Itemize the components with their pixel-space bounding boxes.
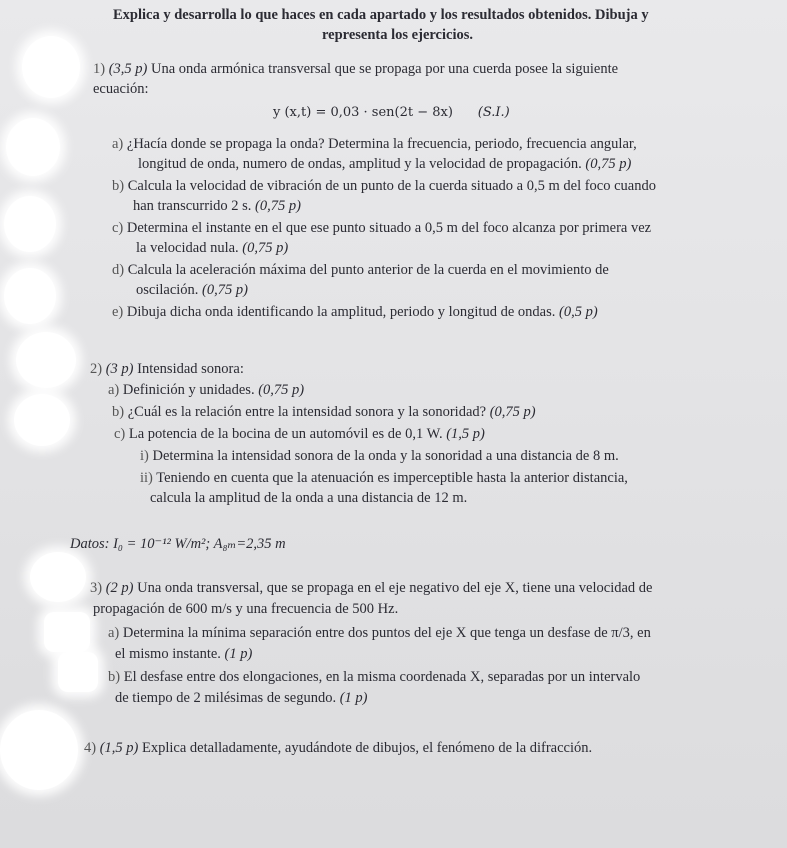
- q1d-text-2: oscilación.: [136, 282, 199, 298]
- q3b-line-1: [108, 668, 640, 686]
- q2cii-text: Teniendo en cuenta que la atenuación es imperceptible hasta la anterior distancia,: [156, 470, 628, 486]
- q1d-line-1: [112, 261, 609, 279]
- redaction-blob: [6, 118, 60, 176]
- q2a-text: Definición y unidades.: [122, 382, 255, 398]
- q2cii-line-2: calcula la amplitud de la onda a una distancia de 12 m.: [150, 490, 468, 506]
- units-label: (S.I.): [477, 105, 510, 120]
- q2a-line: [108, 381, 304, 399]
- q2-title: Intensidad sonora:: [133, 361, 244, 377]
- q1d-text: Calcula la aceleración máxima del punto anterior de la cuerda en el movimiento de: [127, 262, 609, 278]
- q3a-text: Determina la mínima separación entre dos puntos del eje X que tenga un desfase de π/3, en: [122, 625, 651, 641]
- q2-points: (3 p): [105, 361, 134, 377]
- q1b-line-1: [112, 177, 656, 195]
- q1b-text: Calcula la velocidad de vibración de un punto de la cuerda situado a 0,5 m del foco cuando: [127, 178, 656, 194]
- redaction-blob: [4, 268, 56, 324]
- q1c-text: Determina el instante en el que ese punto situado a 0,5 m del foco alcanza por primera vez: [126, 220, 652, 236]
- redaction-blob: [30, 552, 86, 602]
- q3b-text-2: de tiempo de 2 milésimas de segundo.: [115, 690, 337, 706]
- q4-text: Explica detalladamente, ayudándote de dibujos, el fenómeno de la difracción.: [138, 740, 593, 756]
- q1-equation: [273, 104, 510, 122]
- q2c-text: La potencia de la bocina de un automóvil es de 0,1 W.: [128, 426, 443, 442]
- q3b-points: (1 p): [339, 690, 368, 706]
- q1d-line-2: [136, 281, 248, 299]
- q1b-text-2: han transcurrido 2 s.: [133, 198, 252, 214]
- redaction-blob: [16, 332, 76, 388]
- q1a-line-2: [138, 155, 631, 173]
- q1a-points: (0,75 p): [585, 156, 632, 172]
- q1b-points: (0,75 p): [255, 198, 301, 214]
- q2cii-line-1: [140, 469, 628, 487]
- q3-statement-line-2: propagación de 600 m/s y una frecuencia de 500 Hz.: [93, 601, 399, 617]
- redaction-blob: [58, 652, 98, 692]
- q1a-line-1: [112, 135, 637, 153]
- q3-number: 3): [90, 580, 103, 596]
- q1-points: (3,5 p): [108, 61, 148, 77]
- q1a-text: ¿Hacía donde se propaga la onda? Determina la frecuencia, periodo, frecuencia angular,: [126, 136, 637, 152]
- q1-statement-line-2: ecuación:: [93, 81, 149, 97]
- q1d-label: d): [112, 262, 125, 278]
- q2b-line: [112, 403, 536, 421]
- redaction-blob: [14, 394, 70, 446]
- redaction-blob: [0, 710, 78, 790]
- q3-statement: Una onda transversal, que se propaga en el eje negativo del eje X, tiene una velocidad de: [133, 580, 653, 596]
- q3a-line-1: [108, 624, 651, 642]
- redaction-blob: [44, 612, 90, 652]
- q3a-points: (1 p): [224, 646, 253, 662]
- q3-heading: [90, 579, 653, 597]
- q3b-line-2: [115, 689, 368, 707]
- q1-statement: Una onda armónica transversal que se propaga por una cuerda posee la siguiente: [147, 61, 619, 77]
- q3a-line-2: [115, 645, 252, 663]
- q1c-line-1: [112, 219, 651, 237]
- q3b-text: El desfase entre dos elongaciones, en la misma coordenada X, separadas por un intervalo: [123, 669, 641, 685]
- redaction-blob: [4, 196, 56, 252]
- q2b-points: (0,75 p): [489, 404, 536, 420]
- q2ci-line: [140, 447, 619, 465]
- instructions-line-2: representa los ejercicios.: [322, 27, 473, 43]
- q2a-label: a): [108, 382, 120, 398]
- q2c-line: [114, 425, 485, 443]
- q1a-label: a): [112, 136, 124, 152]
- q1b-line-2: [133, 197, 301, 215]
- q1c-text-2: la velocidad nula.: [136, 240, 239, 256]
- q1-number: 1): [93, 61, 106, 77]
- q3b-label: b): [108, 669, 121, 685]
- q2b-text: ¿Cuál es la relación entre la intensidad sonora y la sonoridad?: [127, 404, 487, 420]
- wave-equation: y (x,t) = 0,03 · sen(2t − 8x): [273, 105, 453, 120]
- redaction-blob: [22, 36, 80, 98]
- q1c-line-2: [136, 239, 288, 257]
- q1e-line: [112, 303, 598, 321]
- q2ci-text: Determina la intensidad sonora de la onda y la sonoridad a una distancia de 8 m.: [152, 448, 619, 464]
- q1-heading: [93, 60, 618, 78]
- q2a-points: (0,75 p): [258, 382, 305, 398]
- q1d-points: (0,75 p): [202, 282, 248, 298]
- q2c-label: c): [114, 426, 126, 442]
- q3-points: (2 p): [105, 580, 134, 596]
- q3a-text-2: el mismo instante.: [115, 646, 221, 662]
- q1c-label: c): [112, 220, 124, 236]
- q2-number: 2): [90, 361, 103, 377]
- q2-data-given: Datos: I₀ = 10⁻¹² W/m²; A₈ₘ=2,35 m: [70, 536, 286, 552]
- q4-line: [84, 739, 592, 757]
- q4-points: (1,5 p): [99, 740, 139, 756]
- q3a-label: a): [108, 625, 120, 641]
- q2cii-label: ii): [140, 470, 153, 486]
- q2-heading: [90, 360, 244, 378]
- q1a-text-2: longitud de onda, numero de ondas, amplitud y la velocidad de propagación.: [138, 156, 582, 172]
- q2b-label: b): [112, 404, 125, 420]
- q1e-label: e): [112, 304, 124, 320]
- q2c-points: (1,5 p): [446, 426, 485, 442]
- q2ci-label: i): [140, 448, 149, 464]
- q1e-points: (0,5 p): [558, 304, 598, 320]
- q1c-points: (0,75 p): [242, 240, 289, 256]
- instructions-line-1: Explica y desarrolla lo que haces en cada apartado y los resultados obtenidos. Dibuja y: [113, 7, 649, 23]
- q1b-label: b): [112, 178, 125, 194]
- q4-number: 4): [84, 740, 97, 756]
- q1e-text: Dibuja dicha onda identificando la amplitud, periodo y longitud de ondas.: [126, 304, 556, 320]
